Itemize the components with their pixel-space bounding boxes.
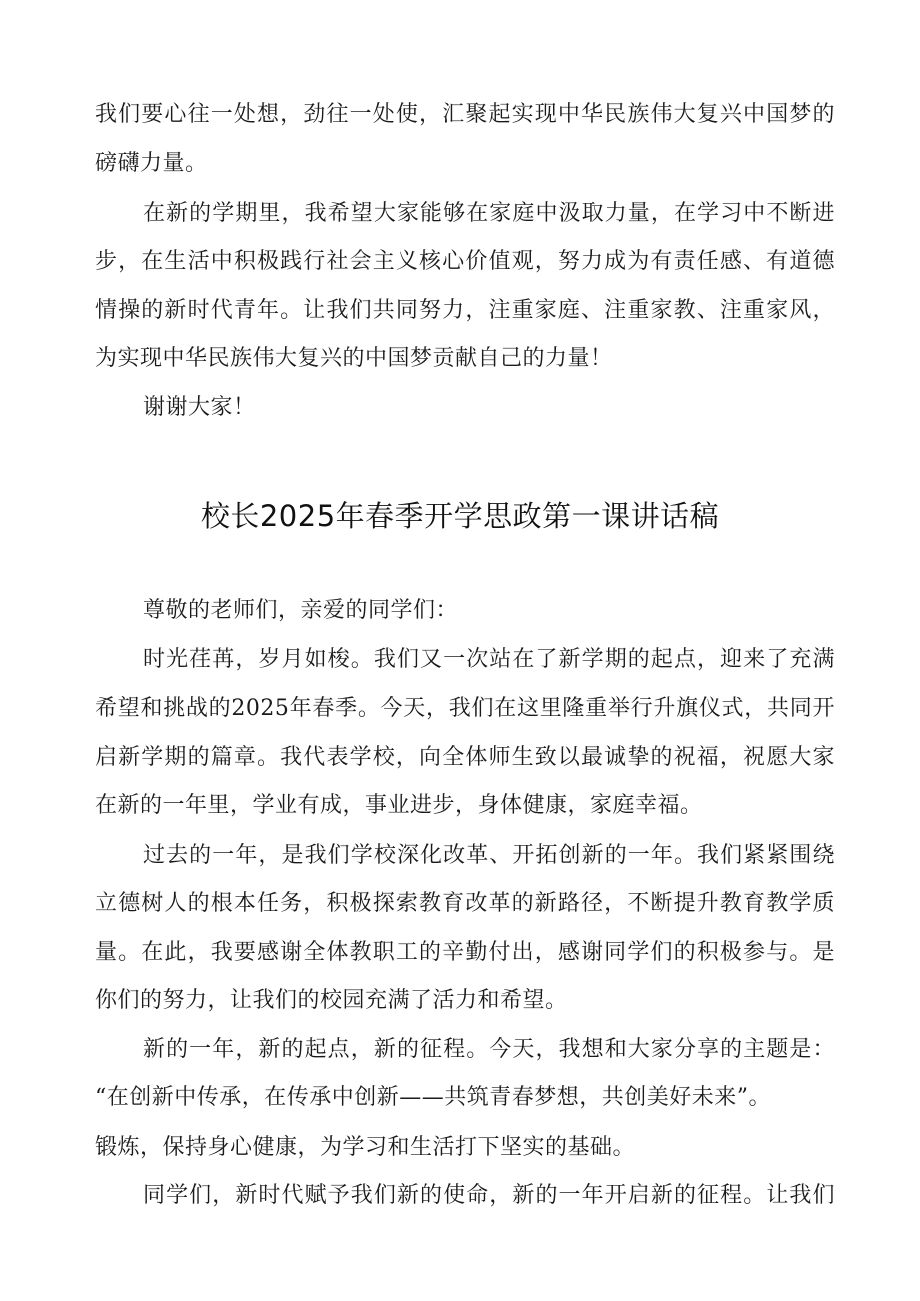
paragraph-line: 为实现中华民族伟大复兴的中国梦贡献自己的力量！: [95, 346, 613, 371]
paragraph-line: 锻炼，保持身心健康，为学习和生活打下坚实的基础。: [95, 1135, 636, 1160]
paragraph-line: 磅礴力量。: [95, 151, 208, 176]
paragraph-line: 步，在生活中积极践行社会主义核心价值观，努力成为有责任感、有道德: [95, 249, 835, 274]
paragraph-line: 时光荏苒，岁月如梭。我们又一次站在了新学期的起点，迎来了充满: [143, 647, 835, 672]
paragraph-line: 希望和挑战的2025年春季。今天，我们在这里隆重举行升旗仪式，共同开: [95, 696, 835, 721]
paragraph-line: 谢谢大家！: [143, 395, 256, 420]
paragraph-line: 情操的新时代青年。让我们共同努力，注重家庭、注重家教、注重家风，: [95, 298, 835, 323]
paragraph-line: 量。在此，我要感谢全体教职工的辛勤付出，感谢同学们的积极参与。是: [95, 940, 835, 965]
paragraph-line: 我们要心往一处想，劲往一处使，汇聚起实现中华民族伟大复兴中国梦的: [95, 102, 835, 127]
paragraph-line: 你们的努力，让我们的校园充满了活力和希望。: [95, 988, 568, 1013]
paragraph-line: 在新的一年里，学业有成，事业进步，身体健康，家庭幸福。: [95, 793, 703, 818]
paragraph-line: 新的一年，新的起点，新的征程。今天，我想和大家分享的主题是：: [143, 1037, 835, 1062]
greeting-line: 尊敬的老师们，亲爱的同学们：: [143, 598, 459, 623]
document-title: 校长2025年春季开学思政第一课讲话稿: [200, 499, 720, 533]
paragraph-line: 同学们，新时代赋予我们新的使命，新的一年开启新的征程。让我们: [143, 1183, 835, 1208]
paragraph-line: 启新学期的篇章。我代表学校，向全体师生致以最诚挚的祝福，祝愿大家: [95, 745, 835, 770]
paragraph-line: 立德树人的根本任务，积极探索教育改革的新路径，不断提升教育教学质: [95, 891, 835, 916]
paragraph-line: 在新的学期里，我希望大家能够在家庭中汲取力量，在学习中不断进: [143, 201, 835, 226]
paragraph-line: 过去的一年，是我们学校深化改革、开拓创新的一年。我们紧紧围绕: [143, 843, 835, 868]
paragraph-line: “在创新中传承，在传承中创新——共筑青春梦想，共创美好未来”。: [95, 1085, 771, 1110]
